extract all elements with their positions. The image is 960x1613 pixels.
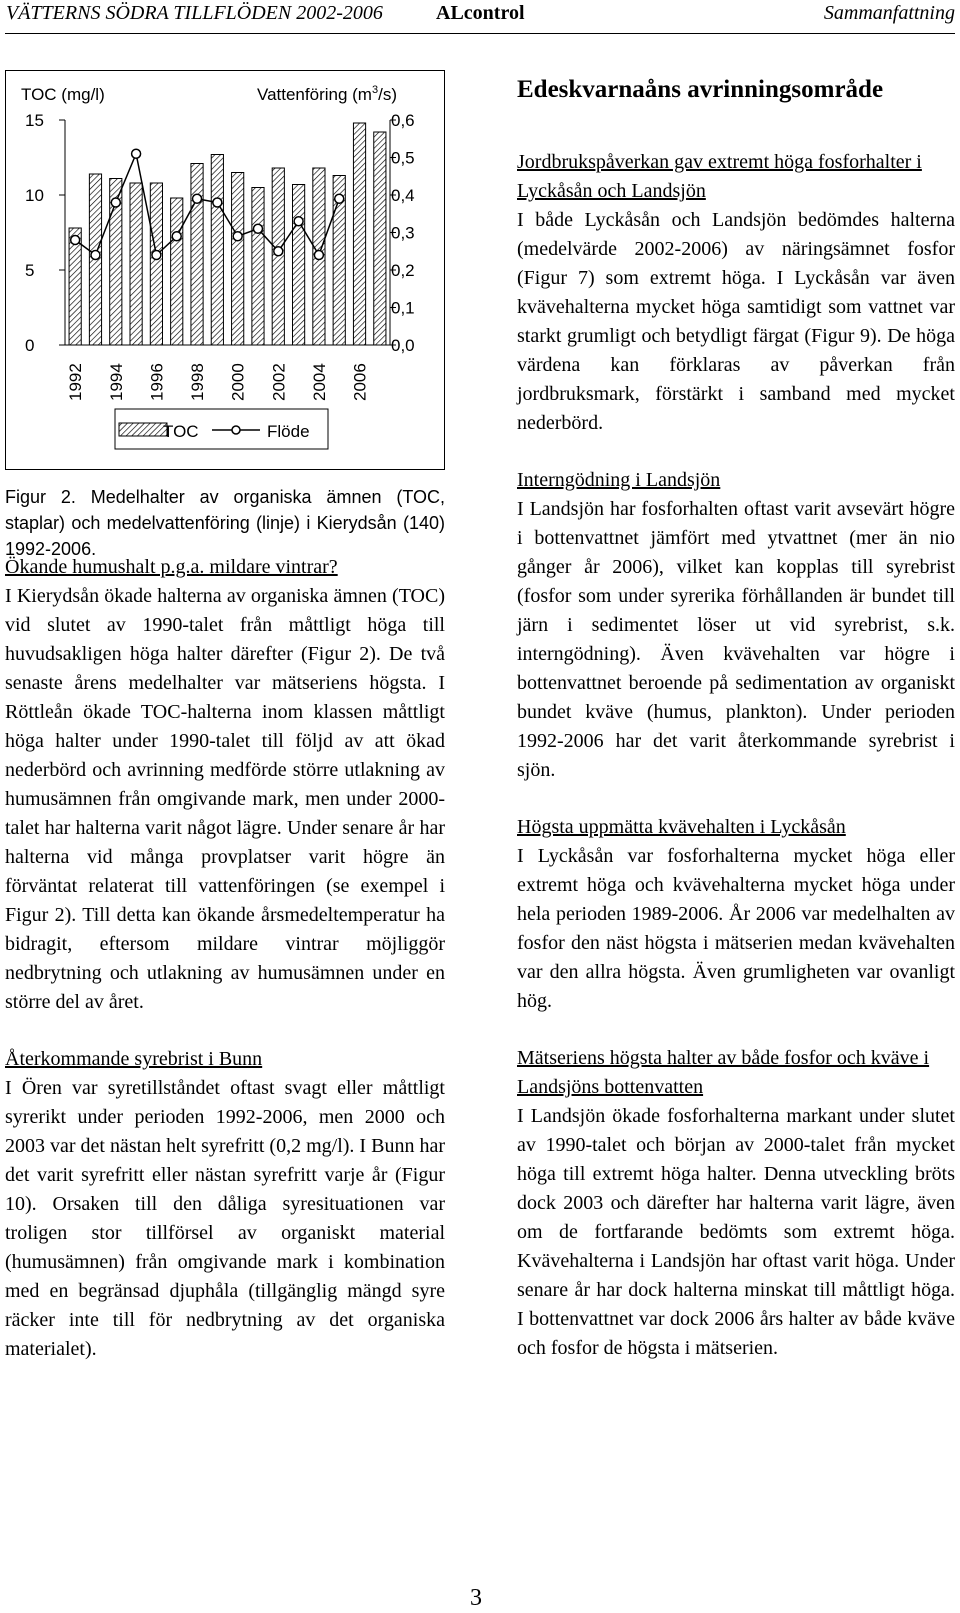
x-tick-label: 1994 (106, 363, 126, 401)
right-tick-label: 0,5 (391, 148, 415, 168)
toc-bar (130, 183, 142, 345)
flow-point (152, 251, 161, 260)
left-tick-label: 10 (25, 186, 44, 205)
x-tick-label: 1996 (147, 363, 167, 401)
right-tick-label: 0,0 (391, 336, 415, 355)
right-tick-label: 0,6 (391, 111, 415, 130)
right-tick-label: 0,2 (391, 261, 415, 280)
toc-bar (150, 183, 162, 345)
section-body: I Landsjön har fosforhalten oftast varit avsevärt högre i bottenvattnet jämfört med ytvattnet (mer än nio gånger år 2006), vilket kan kopplas till syrebrist (fosfor som under syrerika förhållanden är bundet till järn i sedimentet löser ut vid syrebrist, s.k. interngödning). Även kvävehalten var högre i bottenvattnet beroende på sedimentation av organiskt bundet kväve (humus, plankton). Under perioden 1992-2006 har det varit återkommande syrebrist i sjön. (517, 498, 955, 781)
section-heading: Interngödning i Landsjön (517, 469, 721, 491)
flow-point (71, 236, 80, 245)
right-tick-label: 0,1 (391, 298, 415, 318)
figure-caption: Figur 2. Medelhalter av organiska ämnen (TOC, staplar) och medelvattenföring (linje) i Kierydsån (140) 1992-2006. (5, 487, 445, 559)
section-heading: Återkommande syrebrist i Bunn (5, 1048, 263, 1070)
x-tick-label: 2004 (309, 363, 329, 401)
x-tick-label: 2002 (269, 363, 289, 401)
toc-bar (353, 123, 365, 345)
x-tick-label: 2006 (350, 363, 370, 401)
toc-bar (252, 188, 264, 346)
left-tick-label: 5 (25, 261, 35, 280)
section-heading: Ökande humushalt p.g.a. mildare vintrar? (5, 556, 338, 578)
flow-point (253, 224, 262, 233)
left-tick-label: 15 (25, 111, 44, 130)
flow-point (233, 232, 242, 241)
flow-point (193, 194, 202, 203)
section-heading: Högsta uppmätta kvävehalten i Lyckåsån (517, 816, 846, 838)
right-tick-label: 0,4 (391, 186, 415, 205)
chart-legend (115, 409, 328, 449)
page-header (0, 0, 960, 38)
toc-bar (374, 132, 386, 345)
section-body: I Kierydsån ökade halterna av organiska ämnen (TOC) vid slutet av 1990-talet från måttligt höga till huvudsakligen höga halter därefter (Figur 2). De två senaste årens medelhalter var mätseriens högsta. I Röttleån ökade TOC-halterna inom klassen måttligt höga halter under 1990-talet till följd av att ökad nederbörd och avrinning medförde större utlakning av humusämnen från omgivande mark, men under 2000-talet har halterna varit något lägre. Under senare år har halterna vid många provplatser varit högre än förväntat relaterat till vattenföringen (se exempel i Figur 2). Till detta kan ökande årsmedeltemperatur ha bidragit, eftersom mildare vintrar möjliggör nedbrytning och utlakning av humusämnen under en större del av året. (5, 585, 445, 1013)
legend-toc-swatch (119, 423, 167, 436)
section-heading: Mätseriens högsta halter av både fosfor och kväve i Landsjöns bottenvatten (517, 1047, 930, 1098)
x-tick-label: 1998 (188, 363, 208, 401)
right-tick-label: 0,3 (391, 223, 415, 243)
toc-bar (293, 185, 305, 346)
section-heading: Jordbrukspåverkan gav extremt höga fosforhalter i Lyckåsån och Landsjön (517, 151, 922, 202)
section-body: I Lyckåsån var fosforhalterna mycket höga eller extremt höga och kvävehalterna mycket höga under hela perioden 1989-2006. År 2006 var medelhalten av fosfor den näst högsta i mätserien medan kvävehalten var den allra högsta. Även grumligheten var ovanligt hög. (517, 845, 955, 1012)
left-axis-title: TOC (mg/l) (21, 85, 105, 104)
right-axis-title: Vattenföring $(m^3/s)$ (257, 84, 397, 104)
flow-point (335, 194, 344, 203)
section-title: Edeskvarnaåns avrinningsområde (517, 76, 884, 103)
toc-flow-chart (5, 70, 445, 470)
section-body: I både Lyckåsån och Landsjön bedömdes halterna (medelvärde 2002-2006) av näringsämnet fosfor (Figur 7) som extremt höga. I Lyckåsån var även kvävehalterna mycket höga samtidigt som vattnet var starkt grumligt och betydligt färgat (Figur 9). De höga värdena kan förklaras av påverkan från jordbruksmark, förstärkt i samband med mycket nederbörd. (517, 209, 955, 434)
toc-bar (191, 164, 203, 346)
flow-point (111, 198, 120, 207)
flow-point (294, 217, 303, 226)
right-column (517, 70, 955, 1391)
plot-area (25, 111, 415, 401)
toc-bar (211, 155, 223, 346)
legend-flow-label: Flöde (267, 422, 310, 441)
flow-point (91, 251, 100, 260)
header-right: Sammanfattning (823, 2, 955, 24)
x-tick-label: 2000 (228, 363, 248, 401)
page-number: 3 (470, 1585, 482, 1611)
left-tick-label: 0 (25, 336, 35, 355)
header-rule (5, 33, 955, 34)
flow-point (132, 149, 141, 158)
toc-bar (171, 198, 183, 345)
flow-point (213, 198, 222, 207)
header-left: VÄTTERNS SÖDRA TILLFLÖDEN 2002-2006 (6, 2, 383, 24)
flow-point (274, 247, 283, 256)
toc-bar (69, 228, 81, 345)
section-body: I Ören var syretillståndet oftast svagt eller måttligt syrerikt under perioden 1992-2006, men 2000 och 2003 var det nästan helt syrefritt (0,2 mg/l). I Bunn har det varit syrefritt eller nästan syrefritt varje år (Figur 10). Orsaken till den dåliga syresituationen var troligen stor tillförsel av organiskt material (humusämnen) från omgivande mark i kombination med en begränsad djuphåla (tillgänglig mängd syre räcker inte till för nedbrytning av det organiska materialet). (5, 1077, 445, 1360)
flow-point (314, 251, 323, 260)
section-body: I Landsjön ökade fosforhalterna markant under slutet av 1990-talet och början av 2000-talet från mycket höga till extremt höga halter. Denna utveckling bröts dock 2003 och därefter har halterna varit lägre, även om de fortfarande bedömts som extremt höga. Kvävehalterna i Landsjön har oftast varit höga. Under senare år har dock halterna minskat till måttligt höga. I bottenvattnet var dock 2006 års halter av både kväve och fosfor de högsta i mätserien. (517, 1105, 955, 1359)
flow-point (172, 232, 181, 241)
toc-bar (232, 173, 244, 346)
left-column (5, 553, 445, 1392)
header-center: ALcontrol (436, 2, 525, 24)
legend-toc-label: TOC (163, 422, 199, 441)
legend-flow-marker (232, 426, 240, 434)
x-tick-label: 1992 (66, 363, 86, 401)
